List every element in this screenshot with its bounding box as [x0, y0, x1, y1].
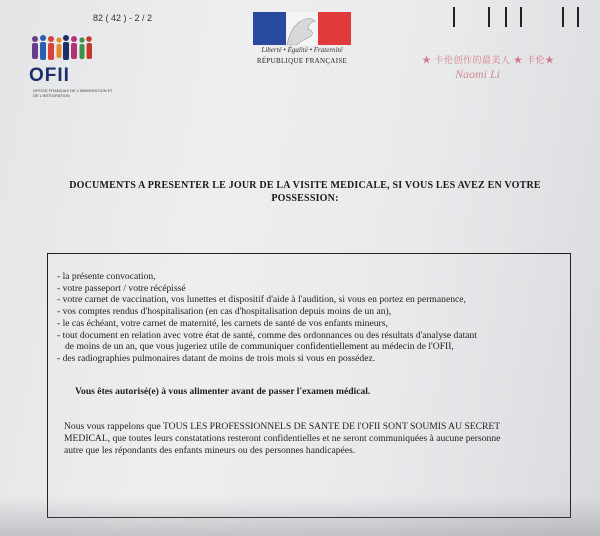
republic-name: RÉPUBLIQUE FRANÇAISE — [256, 57, 348, 65]
document-list — [57, 271, 477, 365]
medical-secret-paragraph — [64, 421, 564, 457]
marianne-flag-icon — [253, 12, 351, 45]
list-item: - vos comptes rendus d'hospitalisation (en cas d'hospitalisation depuis moins de un an), — [57, 306, 392, 318]
title-line: POSSESSION: — [271, 193, 339, 204]
barcode-icon — [453, 7, 583, 27]
list-item: - la présente convocation, — [57, 271, 156, 282]
ofii-people-icon — [30, 34, 94, 64]
paragraph-line: MEDICAL, que toutes leurs constatations resteront confidentielles et ne seront communiquées à aucune personne — [64, 433, 501, 444]
watermark-stamp: ★ 卡伦创作的最美人 ★ 卡伦★ — [422, 55, 555, 65]
list-item: - votre carnet de vaccination, vos lunettes et dispositif d'aide à l'audition, si vous en portez en permanence, — [57, 294, 466, 306]
document-title — [30, 179, 580, 205]
food-note: Vous êtes autorisé(e) à vous alimenter avant de passer l'examen médical. — [75, 386, 371, 397]
title-line: DOCUMENTS A PRESENTER LE JOUR DE LA VISITE MEDICALE, SI VOUS LES AVEZ EN VOTRE — [69, 180, 541, 191]
list-item: de moins de un an, que vous jugeriez utile de communiquer confidentiellement au médecin de l'OFII, — [65, 341, 454, 353]
ofii-logo-text: OFII — [29, 65, 70, 86]
photo-shadow — [0, 496, 600, 536]
list-item: - votre passeport / votre récépissé — [57, 282, 186, 294]
paragraph-line: autre que les répondants des enfants mineurs ou des personnes handicapées. — [64, 445, 356, 456]
list-item: - le cas échéant, votre carnet de maternité, les carnets de santé de vos enfants mineurs, — [57, 317, 388, 329]
list-item: - tout document en relation avec votre état de santé, comme des ordonnances ou des résultats d'analyse datant — [57, 329, 477, 341]
watermark-signature: Naomi Li — [455, 67, 501, 81]
list-item: - des radiographies pulmonaires datant de moins de trois mois si vous en possédez. — [57, 352, 376, 364]
ofii-subtitle: OFFICE FRANÇAIS DE L'IMMIGRATION ET DE L'INTÉGRATION — [33, 88, 113, 98]
paragraph-line: Nous vous rappelons que TOUS LES PROFESSIONNELS DE SANTE DE l'OFII SONT SOUMIS AU SECRET — [64, 421, 501, 432]
reference-number: 82 ( 42 ) - 2 / 2 — [93, 13, 153, 23]
republic-motto: Liberté • Égalité • Fraternité — [261, 46, 343, 54]
